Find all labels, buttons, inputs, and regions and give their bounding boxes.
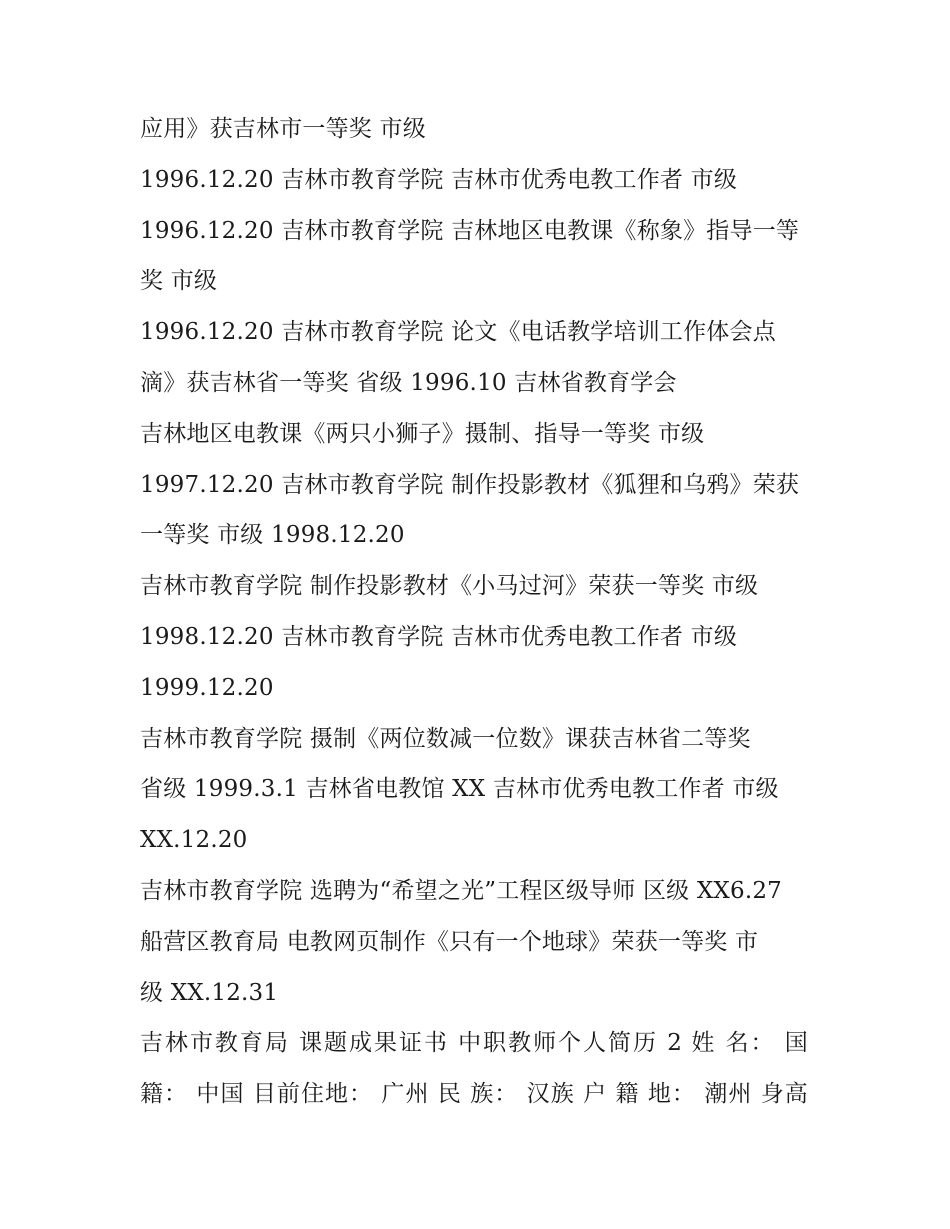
text-line: 一等奖 市级 1998.12.20	[140, 522, 405, 549]
text-line: 省级 1999.3.1 吉林省电教馆 XX 吉林市优秀电教工作者 市级	[140, 776, 779, 803]
text-line: 奖 市级	[140, 268, 218, 295]
text-line: 1996.12.20 吉林市教育学院 吉林地区电教课《称象》指导一等	[140, 217, 800, 244]
text-line: 1999.12.20	[140, 674, 274, 701]
text-line: 1996.12.20 吉林市教育学院 吉林市优秀电教工作者 市级	[140, 166, 738, 193]
text-line: 1998.12.20 吉林市教育学院 吉林市优秀电教工作者 市级	[140, 623, 738, 650]
text-line: 船营区教育局 电教网页制作《只有一个地球》荣获一等奖 市	[140, 928, 759, 955]
document-body	[140, 104, 820, 1120]
text-line: XX.12.20	[140, 827, 248, 854]
text-line: 吉林地区电教课《两只小狮子》摄制、指导一等奖 市级	[140, 420, 705, 447]
text-line: 应用》获吉林市一等奖 市级	[140, 116, 426, 142]
text-line: 籍： 中国 目前住地： 广州 民 族： 汉族 户 籍 地： 潮州 身高	[140, 1081, 808, 1108]
text-line: 1997.12.20 吉林市教育学院 制作投影教材《狐狸和乌鸦》荣获	[140, 471, 800, 498]
text-line: 吉林市教育学院 选聘为“希望之光”工程区级导师 区级 XX6.27	[140, 877, 783, 904]
text-line: 吉林市教育学院 摄制《两位数减一位数》课获吉林省二等奖	[140, 725, 751, 752]
text-line: 滴》获吉林省一等奖 省级 1996.10 吉林省教育学会	[140, 369, 677, 396]
text-line: 吉林市教育局 课题成果证书 中职教师个人简历 2 姓 名： 国	[140, 1030, 808, 1057]
text-line: 吉林市教育学院 制作投影教材《小马过河》荣获一等奖 市级	[140, 573, 759, 600]
text-line: 级 XX.12.31	[140, 979, 279, 1006]
text-line: 1996.12.20 吉林市教育学院 论文《电话教学培训工作体会点	[140, 319, 776, 346]
